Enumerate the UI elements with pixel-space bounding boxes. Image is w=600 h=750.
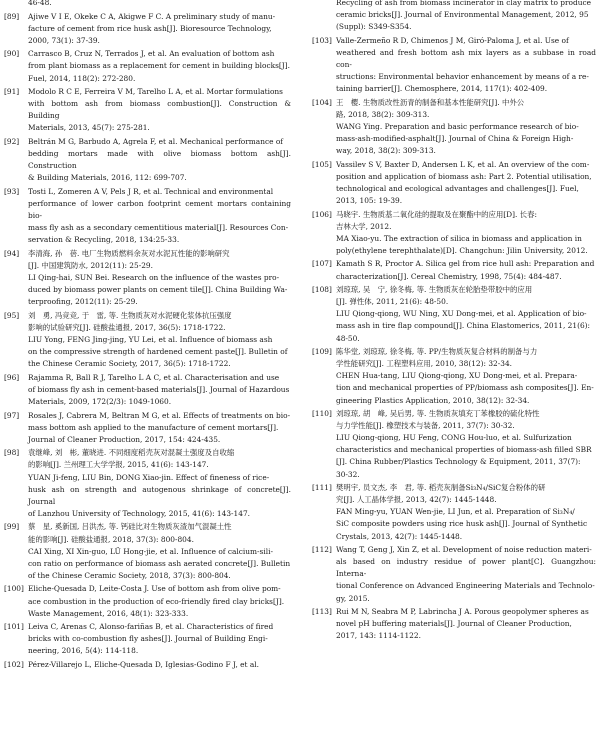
reference-text-line: Vassilev S V, Baxter D, Andersen L K, et al. An overview of the com- — [336, 159, 590, 169]
reference-item — [312, 35, 596, 95]
reference-text-line: 刘 勇, 冯竞竞, 于 雷, 等. 生物质灰对水泥硬化浆体抗压强度 — [28, 310, 232, 320]
reference-number: [108] — [312, 285, 332, 295]
reference-text-line: mass ash in tire flap compound[J]. China Elastomerics, 2011, 21(6): — [336, 321, 591, 331]
reference-number: [102] — [4, 659, 24, 669]
reference-text-line: Leiva C, Arenas C, Alonso-fariñas B, et al. Characteristics of fired — [28, 622, 274, 632]
reference-text-line: Waste Management, 2016, 48(1): 323-333. — [28, 608, 189, 618]
reference-text-line: Journal of Cleaner Production, 2017, 154: 424-435. — [28, 434, 221, 444]
reference-number: [112] — [312, 545, 332, 555]
reference-text-line: 马晓宇. 生物质基二氧化硅的提取及在聚酯中的应用[D]. 长春: — [336, 209, 537, 219]
reference-text-line: 2017, 143: 1114-1122. — [336, 631, 421, 641]
reference-text-line: way, 2018, 38(2): 309-313. — [336, 146, 436, 156]
reference-text-line: with bottom ash from biomass combustion[J]. Construction & Building — [28, 99, 291, 121]
reference-item — [312, 482, 596, 542]
reference-text-line: gineering Plastics Application, 2010, 38(12): 32-34. — [336, 395, 530, 405]
reference-text-line: mass-ash-modified-asphalt[J]. Journal of China & Foreign High- — [336, 134, 574, 144]
reference-text-line: performance of lower carbon footprint cement mortars containing bio- — [28, 199, 291, 221]
reference-item — [312, 284, 596, 344]
reference-item — [4, 136, 291, 184]
right-column — [312, 0, 596, 644]
reference-text-line: gy, 2015. — [336, 593, 370, 603]
reference-text-line: 30-32. — [336, 469, 360, 479]
reference-text-line: Beltrán M G, Barbudo A, Agrela F, et al. Mechanical performance of — [28, 137, 284, 147]
reference-text-line: duced by biomass power plants on cement tile[J]. China Building Wa- — [28, 285, 288, 295]
reference-text-line: mass fly ash as a secondary cementitious material[J]. Resources Con- — [28, 223, 289, 233]
reference-number: [113] — [312, 607, 332, 617]
reference-item — [4, 447, 291, 520]
reference-item — [312, 408, 596, 481]
reference-number: [100] — [4, 584, 24, 594]
reference-item — [312, 209, 596, 257]
reference-number: [106] — [312, 209, 332, 219]
reference-number: [110] — [312, 409, 332, 419]
reference-text-line: LIU Qiong-qiong, WU Ning, XU Dong-mei, et al. Application of bio- — [336, 309, 587, 319]
reference-text-line: novel pH buffering materials[J]. Journal of Cleaner Production, — [336, 619, 572, 629]
reference-text-line: Pérez-Villarejo L, Eliche-Quesada D, Iglesias-Godino F J, et al. — [28, 659, 259, 669]
reference-text-line: Carrasco B, Cruz N, Terrados J, et al. An evaluation of bottom ash — [28, 49, 275, 59]
reference-item — [312, 159, 596, 207]
reference-text-line: 路, 2018, 38(2): 309-313. — [336, 109, 430, 119]
reference-text-line: 与力学性能[J]. 橡塑技术与装备, 2011, 37(7): 30-32. — [336, 421, 515, 431]
reference-number: [109] — [312, 347, 332, 357]
left-column — [4, 0, 291, 673]
reference-text-line: poly(ethylene terephthalate)[D]. Changchun: Jilin University, 2012. — [336, 245, 588, 255]
reference-text-line: of biomass fly ash in cement-based materials[J]. Journal of Hazardous — [28, 384, 290, 394]
reference-text-line: LIU Qiong-qiong, HU Feng, CONG Hou-luo, et al. Sulfurization — [336, 433, 572, 443]
reference-item — [4, 521, 291, 581]
reference-item — [4, 583, 291, 619]
reference-number: [111] — [312, 483, 332, 493]
reference-number: [103] — [312, 35, 332, 45]
reference-item — [312, 97, 596, 157]
reference-text-line: Valle-Zermeño R D, Chimenos J M, Giró-Paloma J, et al. Use of — [336, 35, 569, 45]
reference-text-line: 吉林大学, 2012. — [336, 221, 392, 231]
reference-number: [99] — [4, 522, 20, 532]
reference-item — [4, 372, 291, 408]
reference-text-line: taining barrier[J]. Chemosphere, 2014, 117(1): 402-409. — [336, 84, 548, 94]
reference-item — [312, 346, 596, 406]
reference-item — [4, 86, 291, 134]
reference-item — [4, 186, 291, 246]
reference-item — [312, 0, 596, 33]
reference-text-line: Ajiwe V I E, Okeke C A, Akigwe F C. A preliminary study of manu- — [28, 11, 276, 21]
reference-text-line: 48-50. — [336, 333, 360, 343]
reference-number: [101] — [4, 622, 24, 632]
reference-text-line: ceramic bricks[J]. Journal of Environmental Management, 2012, 95 — [336, 10, 589, 20]
reference-text-line: of the Chinese Ceramic Society, 2018, 37(3): 800-804. — [28, 570, 231, 580]
reference-text-line: 刘琼琼, 胡 峰, 吴后男, 等. 生物质灰填充丁苯橡胶的硫化特性 — [336, 409, 540, 419]
reference-item — [4, 248, 291, 308]
reference-text-line: the Chinese Ceramic Society, 2017, 36(5): 1718-1722. — [28, 359, 231, 369]
reference-text-line: Recycling of ash from biomass incinerator in clay matrix to produce — [336, 0, 591, 7]
reference-text-line: 2013, 105: 19-39. — [336, 196, 403, 205]
reference-text-line: tional Conference on Advanced Engineering Materials and Technolo- — [336, 581, 595, 591]
reference-item — [4, 0, 291, 9]
reference-number: [93] — [4, 186, 20, 196]
reference-text-line: 究[J]. 人工晶体学报, 2013, 42(7): 1445-1448. — [336, 495, 497, 505]
reference-text-line: Rajamma R, Ball R J, Tarelho L A C, et al. Characterisation and use — [28, 372, 280, 382]
reference-text-line: CAI Xing, XI Xin-guo, LÜ Hong-jie, et al. Influence of calcium-sili- — [28, 546, 273, 556]
reference-text-line: con ratio on performance of biomass ash aerated concrete[J]. Bulletin — [28, 558, 291, 568]
reference-text-line: structions: Environmental behavior enhancement by means of a re- — [336, 72, 589, 82]
reference-text-line: from plant biomass as a replacement for cement in building blocks[J]. — [28, 61, 290, 71]
reference-text-line: husk ash on strength and autogenous shrinkage of concrete[J]. Journal — [28, 484, 291, 506]
reference-text-line: Fuel, 2014, 118(2): 272-280. — [28, 73, 136, 83]
reference-text-line: 樊明宇, 员文杰, 李 君, 等. 稻壳灰制备Si₃N₄/SiC复合粉体的研 — [336, 483, 546, 493]
reference-number: [98] — [4, 448, 20, 458]
reference-text-line: YUAN Ji-feng, LIU Bin, DONG Xiao-jin. Effect of fineness of rice- — [28, 472, 270, 482]
reference-item — [4, 659, 291, 671]
reference-text-line: [J]. China Rubber/Plastics Technology & Equipment, 2011, 37(7): — [336, 457, 581, 467]
reference-text-line: 学性能研究[J]. 工程塑料应用, 2010, 38(12): 32-34. — [336, 359, 513, 369]
reference-number: [104] — [312, 97, 332, 107]
reference-number: [105] — [312, 159, 332, 169]
reference-number: [89] — [4, 11, 20, 21]
reference-text-line: 李清海, 孙 蓓. 电厂生物质燃料余灰对水泥瓦性能的影响研究 — [28, 248, 230, 258]
reference-text-line: 陈华堂, 刘琼琼, 徐冬梅, 等. PP/生物质灰复合材料的制备与力 — [336, 347, 538, 357]
reference-text-line: Wang T, Geng J, Xin Z, et al. Development of noise reduction materi- — [336, 545, 592, 555]
reference-text-line: 刘琼琼, 吴 宁, 徐冬梅, 等. 生物质灰在轮胎垫带胶中的应用 — [336, 285, 533, 295]
reference-number: [96] — [4, 372, 20, 382]
reference-text-line: MA Xiao-yu. The extraction of silica in biomass and application in — [336, 233, 582, 243]
reference-text-line: Kamath S R, Proctor A. Silica gel from rice hull ash: Preparation and — [336, 259, 595, 269]
reference-number: [95] — [4, 310, 20, 320]
reference-number: [91] — [4, 87, 20, 97]
reference-text-line: Tosti L, Zomeren A V, Pels J R, et al. Technical and environmental — [28, 186, 274, 196]
reference-number: [97] — [4, 410, 20, 420]
reference-text-line: Materials, 2009, 172(2/3): 1049-1060. — [28, 397, 172, 406]
reference-text-line: Rosales J, Cabrera M, Beltran M G, et al. Effects of treatments on bio- — [28, 410, 291, 420]
reference-text-line: 影响的试验研究[J]. 硅酸盐通报, 2017, 36(5): 1718-1722. — [28, 322, 226, 332]
reference-number: [92] — [4, 137, 20, 147]
reference-item — [4, 310, 291, 370]
reference-text-line: ace combustion in the production of eco-friendly fired clay bricks[J]. — [28, 596, 285, 606]
reference-item — [4, 48, 291, 84]
reference-text-line: LI Qing-hai, SUN Bei. Research on the influence of the wastes pro- — [28, 273, 280, 283]
reference-number: [94] — [4, 248, 20, 258]
reference-item — [4, 11, 291, 47]
reference-number: [90] — [4, 49, 20, 59]
reference-text-line: LIU Yong, FENG Jing-jing, YU Lei, et al. Influence of biomass ash — [28, 335, 273, 345]
reference-text-line: bedding mortars made with olive biomass bottom ash[J]. Construction — [28, 149, 291, 171]
reference-text-line: position and application of biomass ash: Part 2. Potential utilisation, — [336, 171, 592, 181]
reference-text-line: [J]. 中国建筑防水, 2012(11): 25-29. — [28, 260, 153, 270]
reference-text-line: FAN Ming-yu, YUAN Wen-jie, LI Jun, et al. Preparation of Si₃N₄/ — [336, 507, 575, 517]
reference-text-line: (Suppl): S349-S354. — [336, 22, 412, 32]
reference-item — [312, 544, 596, 604]
reference-text-line: 袁继峰, 刘 彬, 董晓进. 不同细度稻壳灰对混凝土强度及自收缩 — [28, 448, 235, 458]
reference-text-line: 王 樱. 生物质改性沥青的制备和基本性能研究[J]. 中外公 — [336, 97, 525, 107]
reference-text-line: Modolo R C E, Ferreira V M, Tarelho L A, et al. Mortar formulations — [28, 87, 283, 97]
reference-item — [4, 410, 291, 446]
reference-text-line: facture of cement from rice husk ash[J]. Bioresource Technology, — [28, 23, 272, 33]
reference-text-line: 46-48. — [28, 0, 52, 7]
reference-text-line: & Building Materials, 2016, 112: 699-707. — [28, 173, 187, 183]
reference-item — [4, 621, 291, 657]
reference-text-line: technological and ecological advantages and challenges[J]. Fuel, — [336, 183, 579, 193]
reference-text-line: 能的影响[J]. 硅酸盐通报, 2018, 37(3): 800-804. — [28, 534, 194, 544]
reference-text-line: weathered and fresh bottom ash mix layers as a subbase in road con- — [336, 47, 596, 69]
reference-text-line: [J]. 弹性体, 2011, 21(6): 48-50. — [336, 297, 449, 307]
reference-text-line: terproofing, 2012(11): 25-29. — [28, 297, 138, 307]
reference-item — [312, 606, 596, 642]
reference-text-line: characterization[J]. Cereal Chemistry, 1998, 75(4): 484-487. — [336, 271, 562, 281]
reference-item — [312, 258, 596, 282]
reference-text-line: 的影响[J]. 兰州理工大学学报, 2015, 41(6): 143-147. — [28, 460, 209, 470]
reference-text-line: neering, 2016, 5(4): 114-118. — [28, 646, 139, 656]
reference-text-line: Materials, 2013, 45(7): 275-281. — [28, 123, 150, 133]
reference-text-line: on the compressive strength of hardened cement paste[J]. Bulletin of — [28, 347, 288, 357]
reference-text-line: characteristics and mechanical properties of biomass-ash filled SBR — [336, 445, 592, 455]
reference-number: [107] — [312, 259, 332, 269]
reference-text-line: 蔡 星, 奚新国, 吕洪杰, 等. 钙硅比对生物质灰渣加气混凝土性 — [28, 522, 232, 532]
reference-text-line: Crystals, 2013, 42(7): 1445-1448. — [336, 531, 463, 541]
reference-text-line: servation & Recycling, 2018, 134:25-33. — [28, 235, 180, 245]
reference-text-line: 2000, 73(1): 37-39. — [28, 35, 100, 45]
reference-text-line: mass bottom ash applied to the manufacture of cement mortars[J]. — [28, 422, 279, 432]
reference-text-line: CHEN Hua-tang, LIU Qiong-qiong, XU Dong-mei, et al. Prepara- — [336, 371, 578, 381]
reference-text-line: Rui M N, Seabra M P, Labrincha J A. Porous geopolymer spheres as — [336, 607, 589, 617]
reference-text-line: of Lanzhou University of Technology, 2015, 41(6): 143-147. — [28, 508, 250, 518]
reference-text-line: tion and mechanical properties of PP/biomass ash composites[J]. En- — [336, 383, 594, 393]
reference-text-line: als based on industry residue of power plant[C]. Guangzhou: Interna- — [336, 557, 596, 579]
reference-text-line: Eliche-Quesada D, Leite-Costa J. Use of bottom ash from olive pom- — [28, 584, 281, 594]
reference-text-line: SiC composite powders using rice husk ash[J]. Journal of Synthetic — [336, 519, 588, 529]
reference-text-line: bricks with co-combustion fly ashes[J]. Journal of Building Engi- — [28, 634, 268, 644]
reference-text-line: WANG Ying. Preparation and basic performance research of bio- — [336, 121, 579, 131]
